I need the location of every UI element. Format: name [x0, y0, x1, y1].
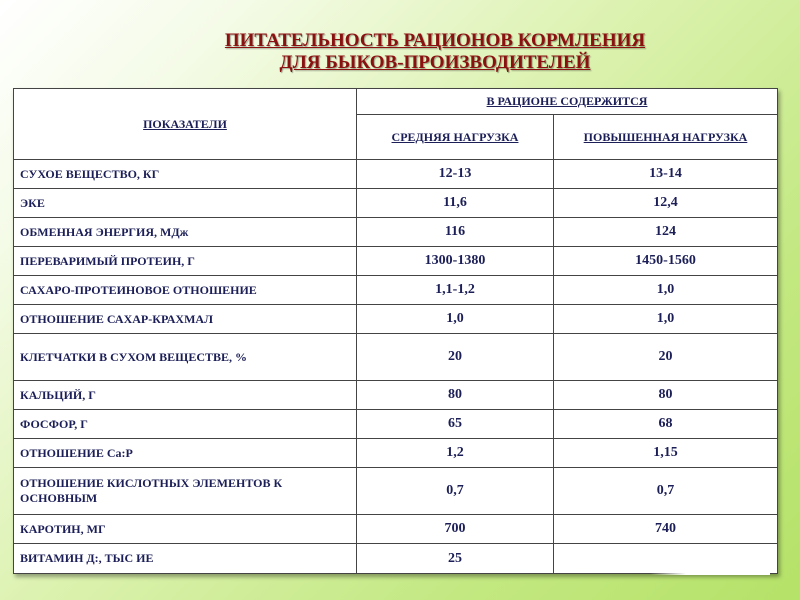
header-avg-load: СРЕДНЯЯ НАГРУЗКА	[357, 115, 554, 160]
row-label: КАЛЬЦИЙ, Г	[14, 381, 357, 410]
value-avg-load: 65	[357, 410, 554, 439]
value-high-load: 1,0	[554, 305, 778, 334]
row-label: ВИТАМИН Д:, ТЫС ИЕ	[14, 544, 357, 574]
title-line-2: ДЛЯ БЫКОВ-ПРОИЗВОДИТЕЛЕЙ	[279, 52, 591, 73]
value-avg-load: 1,0	[357, 305, 554, 334]
value-avg-load: 80	[357, 381, 554, 410]
value-high-load: 1,15	[554, 439, 778, 468]
value-avg-load: 116	[357, 218, 554, 247]
table-row	[14, 381, 778, 410]
value-avg-load: 1,1-1,2	[357, 276, 554, 305]
value-avg-load: 0,7	[357, 468, 554, 515]
row-label: ОБМЕННАЯ ЭНЕРГИЯ, МДж	[14, 218, 357, 247]
row-label: ОТНОШЕНИЕ САХАР-КРАХМАЛ	[14, 305, 357, 334]
page-title	[0, 30, 800, 74]
header-indicators: ПОКАЗАТЕЛИ	[14, 89, 357, 160]
value-avg-load: 25	[357, 544, 554, 574]
table-row	[14, 247, 778, 276]
table-row	[14, 218, 778, 247]
value-high-load: 20	[554, 334, 778, 381]
value-avg-load: 20	[357, 334, 554, 381]
value-high-load: 740	[554, 515, 778, 544]
header-high-load: ПОВЫШЕННАЯ НАГРУЗКА	[554, 115, 778, 160]
value-high-load: 1450-1560	[554, 247, 778, 276]
table-row	[14, 189, 778, 218]
decorative-bar	[650, 557, 770, 575]
value-high-load: 0,7	[554, 468, 778, 515]
row-label: СУХОЕ ВЕЩЕСТВО, КГ	[14, 160, 357, 189]
row-label: КАРОТИН, МГ	[14, 515, 357, 544]
row-label: КЛЕТЧАТКИ В СУХОМ ВЕЩЕСТВЕ, %	[14, 334, 357, 381]
value-high-load: 13-14	[554, 160, 778, 189]
row-label: ОТНОШЕНИЕ Са:Р	[14, 439, 357, 468]
table-row	[14, 410, 778, 439]
table-body	[14, 160, 778, 574]
value-high-load: 80	[554, 381, 778, 410]
row-label: ФОСФОР, Г	[14, 410, 357, 439]
table-row	[14, 334, 778, 381]
table-row	[14, 305, 778, 334]
row-label: САХАРО-ПРОТЕИНОВОЕ ОТНОШЕНИЕ	[14, 276, 357, 305]
table-row	[14, 439, 778, 468]
row-label: ЭКЕ	[14, 189, 357, 218]
title-line-1: ПИТАТЕЛЬНОСТЬ РАЦИОНОВ КОРМЛЕНИЯ	[224, 30, 646, 51]
table-row	[14, 515, 778, 544]
value-avg-load: 1300-1380	[357, 247, 554, 276]
value-avg-load: 12-13	[357, 160, 554, 189]
nutrition-table	[13, 88, 778, 574]
value-high-load: 12,4	[554, 189, 778, 218]
value-avg-load: 1,2	[357, 439, 554, 468]
row-label: ОТНОШЕНИЕ КИСЛОТНЫХ ЭЛЕМЕНТОВ К ОСНОВНЫМ	[14, 468, 357, 515]
table-row	[14, 160, 778, 189]
value-high-load: 68	[554, 410, 778, 439]
value-high-load: 1,0	[554, 276, 778, 305]
table-row	[14, 468, 778, 515]
value-avg-load: 11,6	[357, 189, 554, 218]
value-high-load: 124	[554, 218, 778, 247]
value-avg-load: 700	[357, 515, 554, 544]
header-group: В РАЦИОНЕ СОДЕРЖИТСЯ	[357, 89, 778, 115]
row-label: ПЕРЕВАРИМЫЙ ПРОТЕИН, Г	[14, 247, 357, 276]
table-row	[14, 276, 778, 305]
